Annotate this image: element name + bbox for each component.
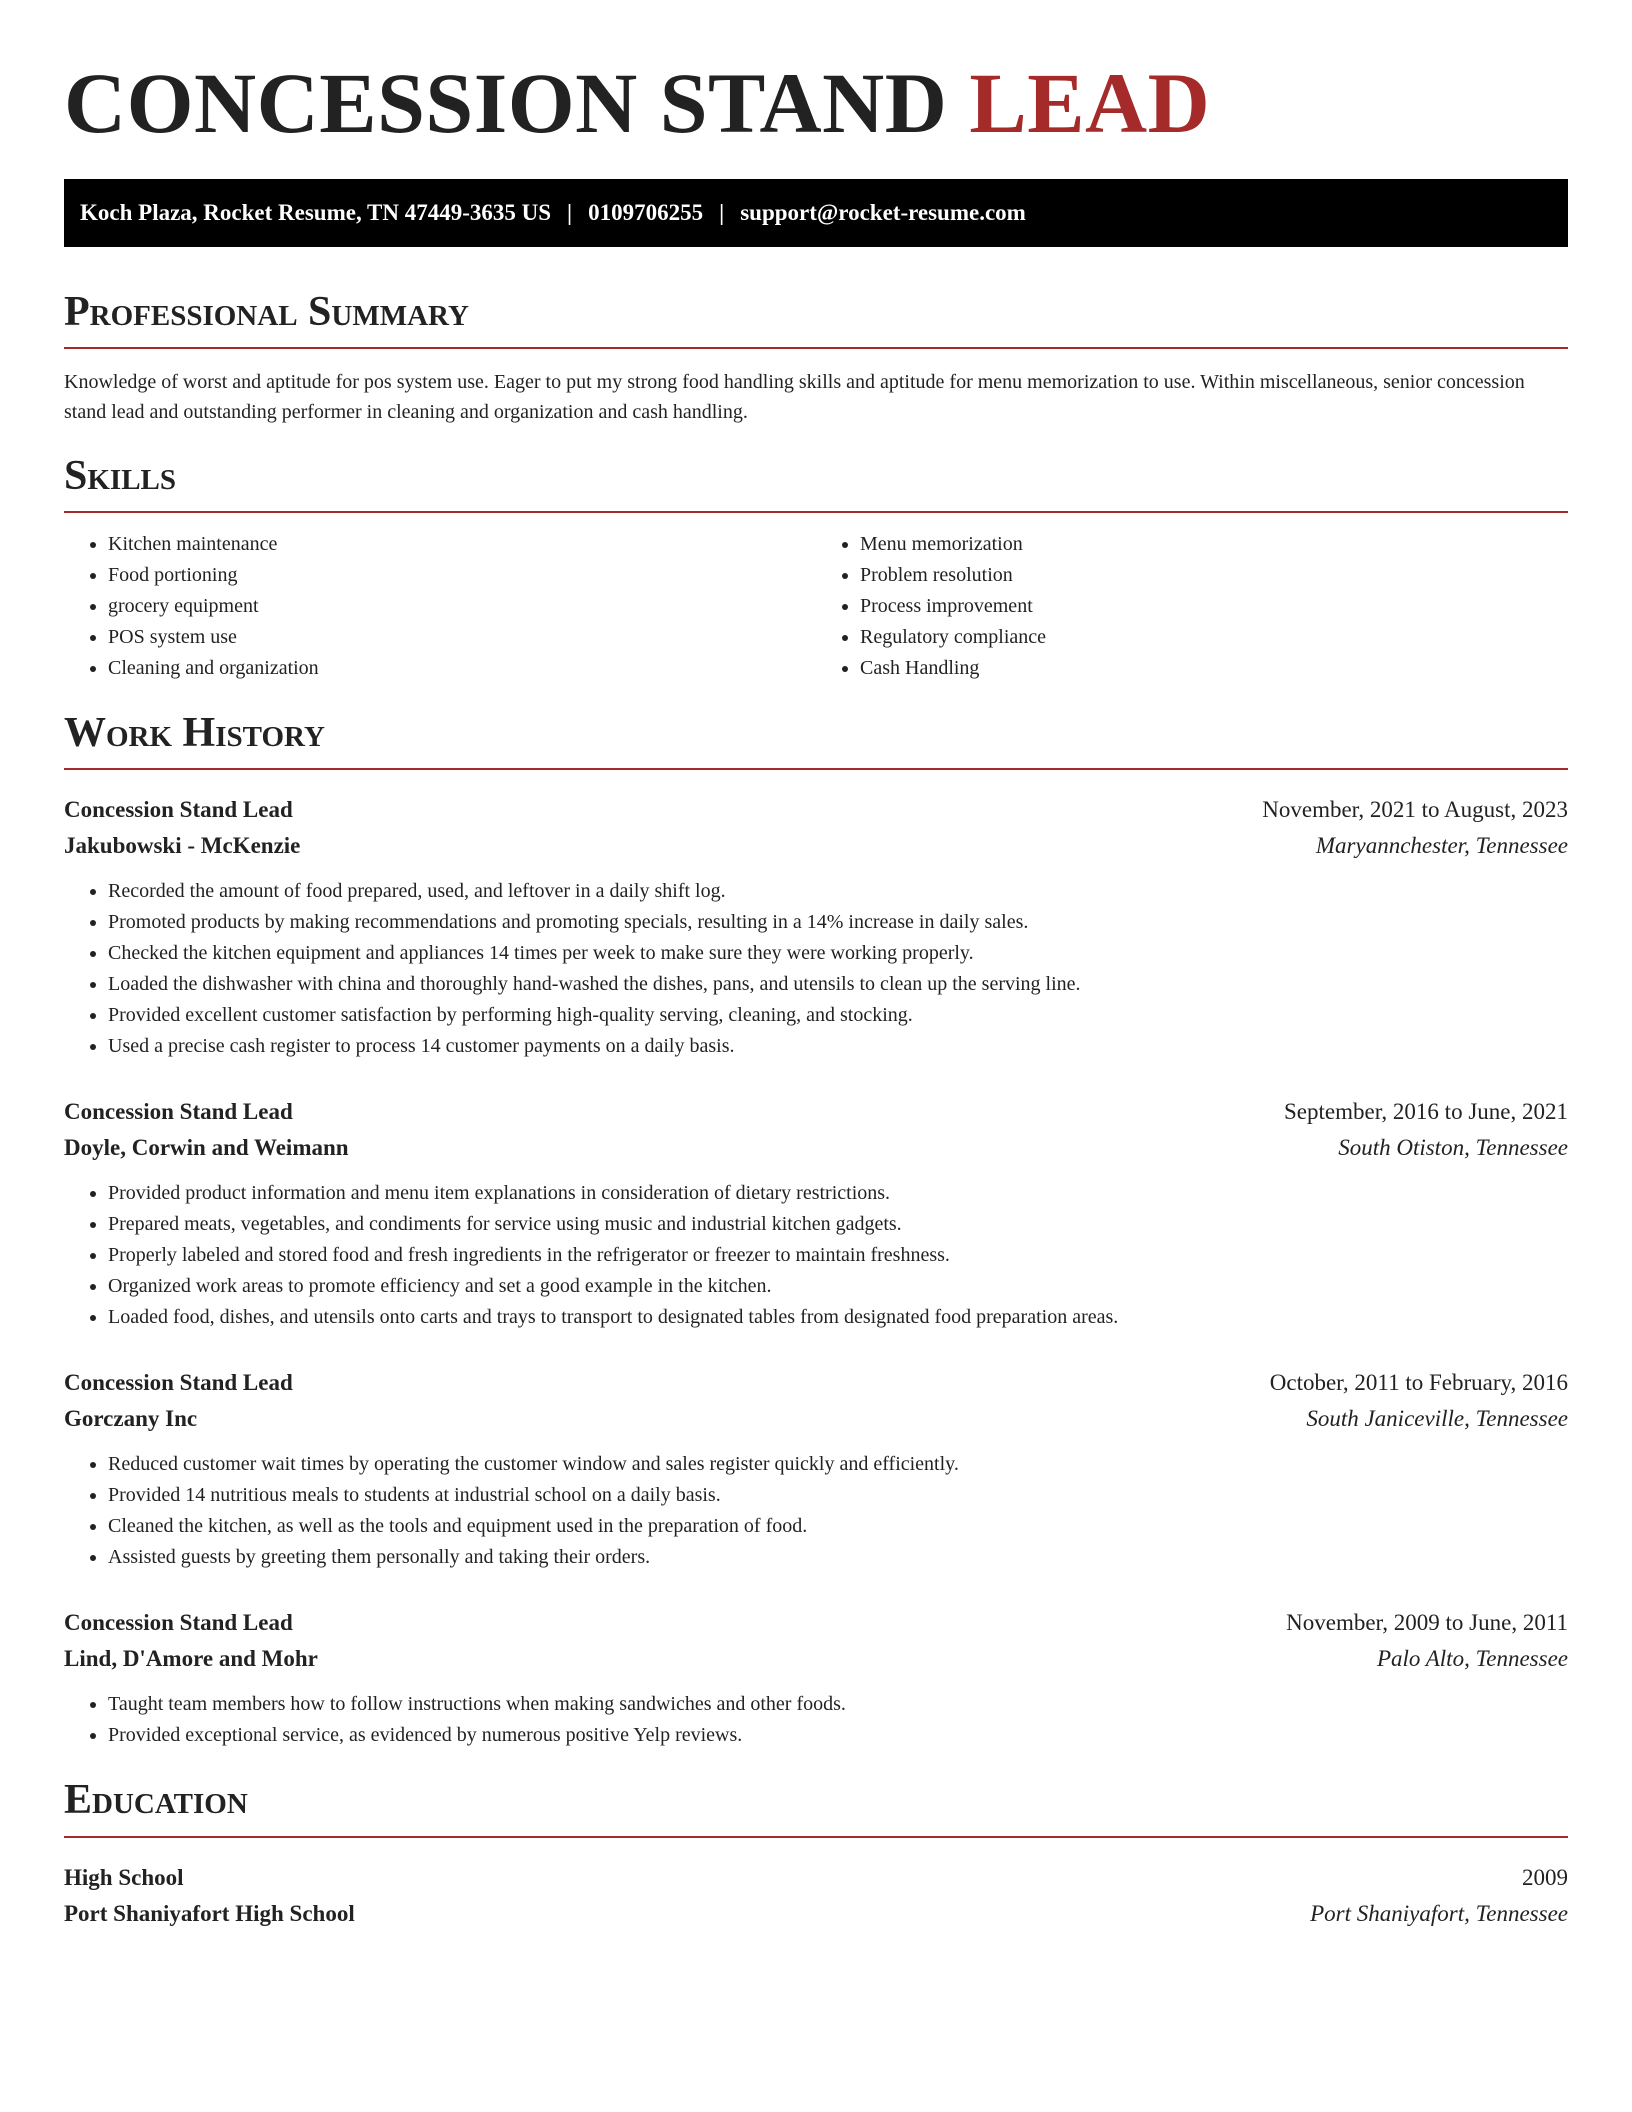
job-bullets <box>64 1689 1568 1751</box>
education-school: Port Shaniyafort High School <box>64 1900 355 1926</box>
job-bullet: • Reduced customer wait times by operating the customer window and sales register quickly and efficiently. <box>108 1449 1568 1480</box>
job-company: Jakubowski - McKenzie <box>64 833 301 859</box>
skill-item: • Cleaning and organization <box>108 653 816 684</box>
skills-list-right <box>816 529 1568 684</box>
job-entry <box>64 1094 1568 1333</box>
skills-heading: Skills <box>64 453 1568 513</box>
job-bullets <box>64 1449 1568 1573</box>
job-bullet: • Organized work areas to promote efficiency and set a good example in the kitchen. <box>108 1271 1568 1302</box>
education-entry <box>64 1860 1568 1932</box>
job-company: Doyle, Corwin and Weimann <box>64 1135 349 1161</box>
job-location: Palo Alto, Tennessee <box>1376 1646 1568 1672</box>
job-bullets <box>64 876 1568 1062</box>
job-bullet: • Checked the kitchen equipment and appliances 14 times per week to make sure they were working properly. <box>108 938 1568 969</box>
contact-separator: | <box>719 199 725 225</box>
job-bullet: • Provided exceptional service, as evidenced by numerous positive Yelp reviews. <box>108 1720 1568 1751</box>
job-entry <box>64 1365 1568 1573</box>
job-bullet: • Loaded food, dishes, and utensils onto carts and trays to transport to designated tables from designated food preparation areas. <box>108 1302 1568 1333</box>
job-header-row <box>64 792 1568 828</box>
skill-item: • grocery equipment <box>108 591 816 622</box>
skill-item: • Cash Handling <box>860 653 1568 684</box>
work-history-heading: Work History <box>64 710 1568 770</box>
job-company-row <box>64 1130 1568 1166</box>
job-location: South Janiceville, Tennessee <box>1306 1406 1568 1432</box>
education-degree: High School <box>64 1864 184 1890</box>
job-bullet: • Cleaned the kitchen, as well as the tools and equipment used in the preparation of food. <box>108 1511 1568 1542</box>
contact-address: Koch Plaza, Rocket Resume, TN 47449-3635 US <box>80 199 552 225</box>
job-header-row <box>64 1605 1568 1641</box>
job-bullet: • Provided excellent customer satisfaction by performing high-quality serving, cleaning, and stocking. <box>108 1000 1568 1031</box>
job-bullet: • Loaded the dishwasher with china and thoroughly hand-washed the dishes, pans, and utensils to clean up the serving line. <box>108 969 1568 1000</box>
job-header-row <box>64 1365 1568 1401</box>
job-bullet: • Provided 14 nutritious meals to students at industrial school on a daily basis. <box>108 1480 1568 1511</box>
summary-heading: Professional Summary <box>64 289 1568 349</box>
contact-separator: | <box>567 199 573 225</box>
job-bullet: • Taught team members how to follow instructions when making sandwiches and other foods. <box>108 1689 1568 1720</box>
job-entry <box>64 792 1568 1062</box>
job-company-row <box>64 1641 1568 1677</box>
name-accent: LEAD <box>969 55 1211 151</box>
skill-item: • Problem resolution <box>860 560 1568 591</box>
job-dates: September, 2016 to June, 2021 <box>1284 1099 1568 1125</box>
job-title: Concession Stand Lead <box>64 1099 293 1125</box>
job-dates: November, 2009 to June, 2011 <box>1286 1610 1568 1636</box>
skill-item: • Food portioning <box>108 560 816 591</box>
summary-section <box>64 289 1568 427</box>
job-company-row <box>64 828 1568 864</box>
job-bullets <box>64 1178 1568 1333</box>
contact-email: support@rocket-resume.com <box>740 199 1026 225</box>
skill-item: • Process improvement <box>860 591 1568 622</box>
skill-item: • Kitchen maintenance <box>108 529 816 560</box>
job-entry <box>64 1605 1568 1751</box>
skill-item: • Menu memorization <box>860 529 1568 560</box>
contact-bar <box>64 179 1568 247</box>
skills-section <box>64 453 1568 684</box>
job-bullet: • Provided product information and menu item explanations in consideration of dietary restrictions. <box>108 1178 1568 1209</box>
job-dates: October, 2011 to February, 2016 <box>1269 1370 1568 1396</box>
education-year: 2009 <box>1522 1864 1568 1890</box>
name-main: CONCESSION STAND <box>64 55 948 151</box>
job-bullet: • Prepared meats, vegetables, and condiments for service using music and industrial kitchen gadgets. <box>108 1209 1568 1240</box>
education-heading: Education <box>64 1777 1568 1837</box>
job-company: Lind, D'Amore and Mohr <box>64 1646 318 1672</box>
summary-text: Knowledge of worst and aptitude for pos system use. Eager to put my strong food handling skills and aptitude for menu memorization to use. Within miscellaneous, senior concession stand lead and outstanding performer in cleaning and organization and cash handling. <box>64 371 1525 424</box>
job-title: Concession Stand Lead <box>64 1610 293 1636</box>
skills-columns <box>64 529 1568 684</box>
skill-item: • POS system use <box>108 622 816 653</box>
job-location: Maryannchester, Tennessee <box>1315 833 1568 859</box>
job-company: Gorczany Inc <box>64 1406 198 1432</box>
job-bullet: • Promoted products by making recommendations and promoting specials, resulting in a 14% increase in daily sales. <box>108 907 1568 938</box>
job-bullet: • Assisted guests by greeting them personally and taking their orders. <box>108 1542 1568 1573</box>
job-title: Concession Stand Lead <box>64 797 293 823</box>
resume-name <box>64 0 1568 153</box>
job-dates: November, 2021 to August, 2023 <box>1262 797 1568 823</box>
job-bullet: • Used a precise cash register to process 14 customer payments on a daily basis. <box>108 1031 1568 1062</box>
skill-item: • Regulatory compliance <box>860 622 1568 653</box>
job-header-row <box>64 1094 1568 1130</box>
job-company-row <box>64 1401 1568 1437</box>
job-location: South Otiston, Tennessee <box>1338 1135 1568 1161</box>
job-bullet: • Recorded the amount of food prepared, used, and leftover in a daily shift log. <box>108 876 1568 907</box>
skills-list-left <box>64 529 816 684</box>
contact-phone: 0109706255 <box>588 199 704 225</box>
job-bullet: • Properly labeled and stored food and fresh ingredients in the refrigerator or freezer to maintain freshness. <box>108 1240 1568 1271</box>
job-title: Concession Stand Lead <box>64 1370 293 1396</box>
education-location: Port Shaniyafort, Tennessee <box>1310 1900 1568 1926</box>
education-degree-row <box>64 1860 1568 1896</box>
education-school-row <box>64 1896 1568 1932</box>
work-history-section <box>64 710 1568 1751</box>
education-section <box>64 1777 1568 1931</box>
